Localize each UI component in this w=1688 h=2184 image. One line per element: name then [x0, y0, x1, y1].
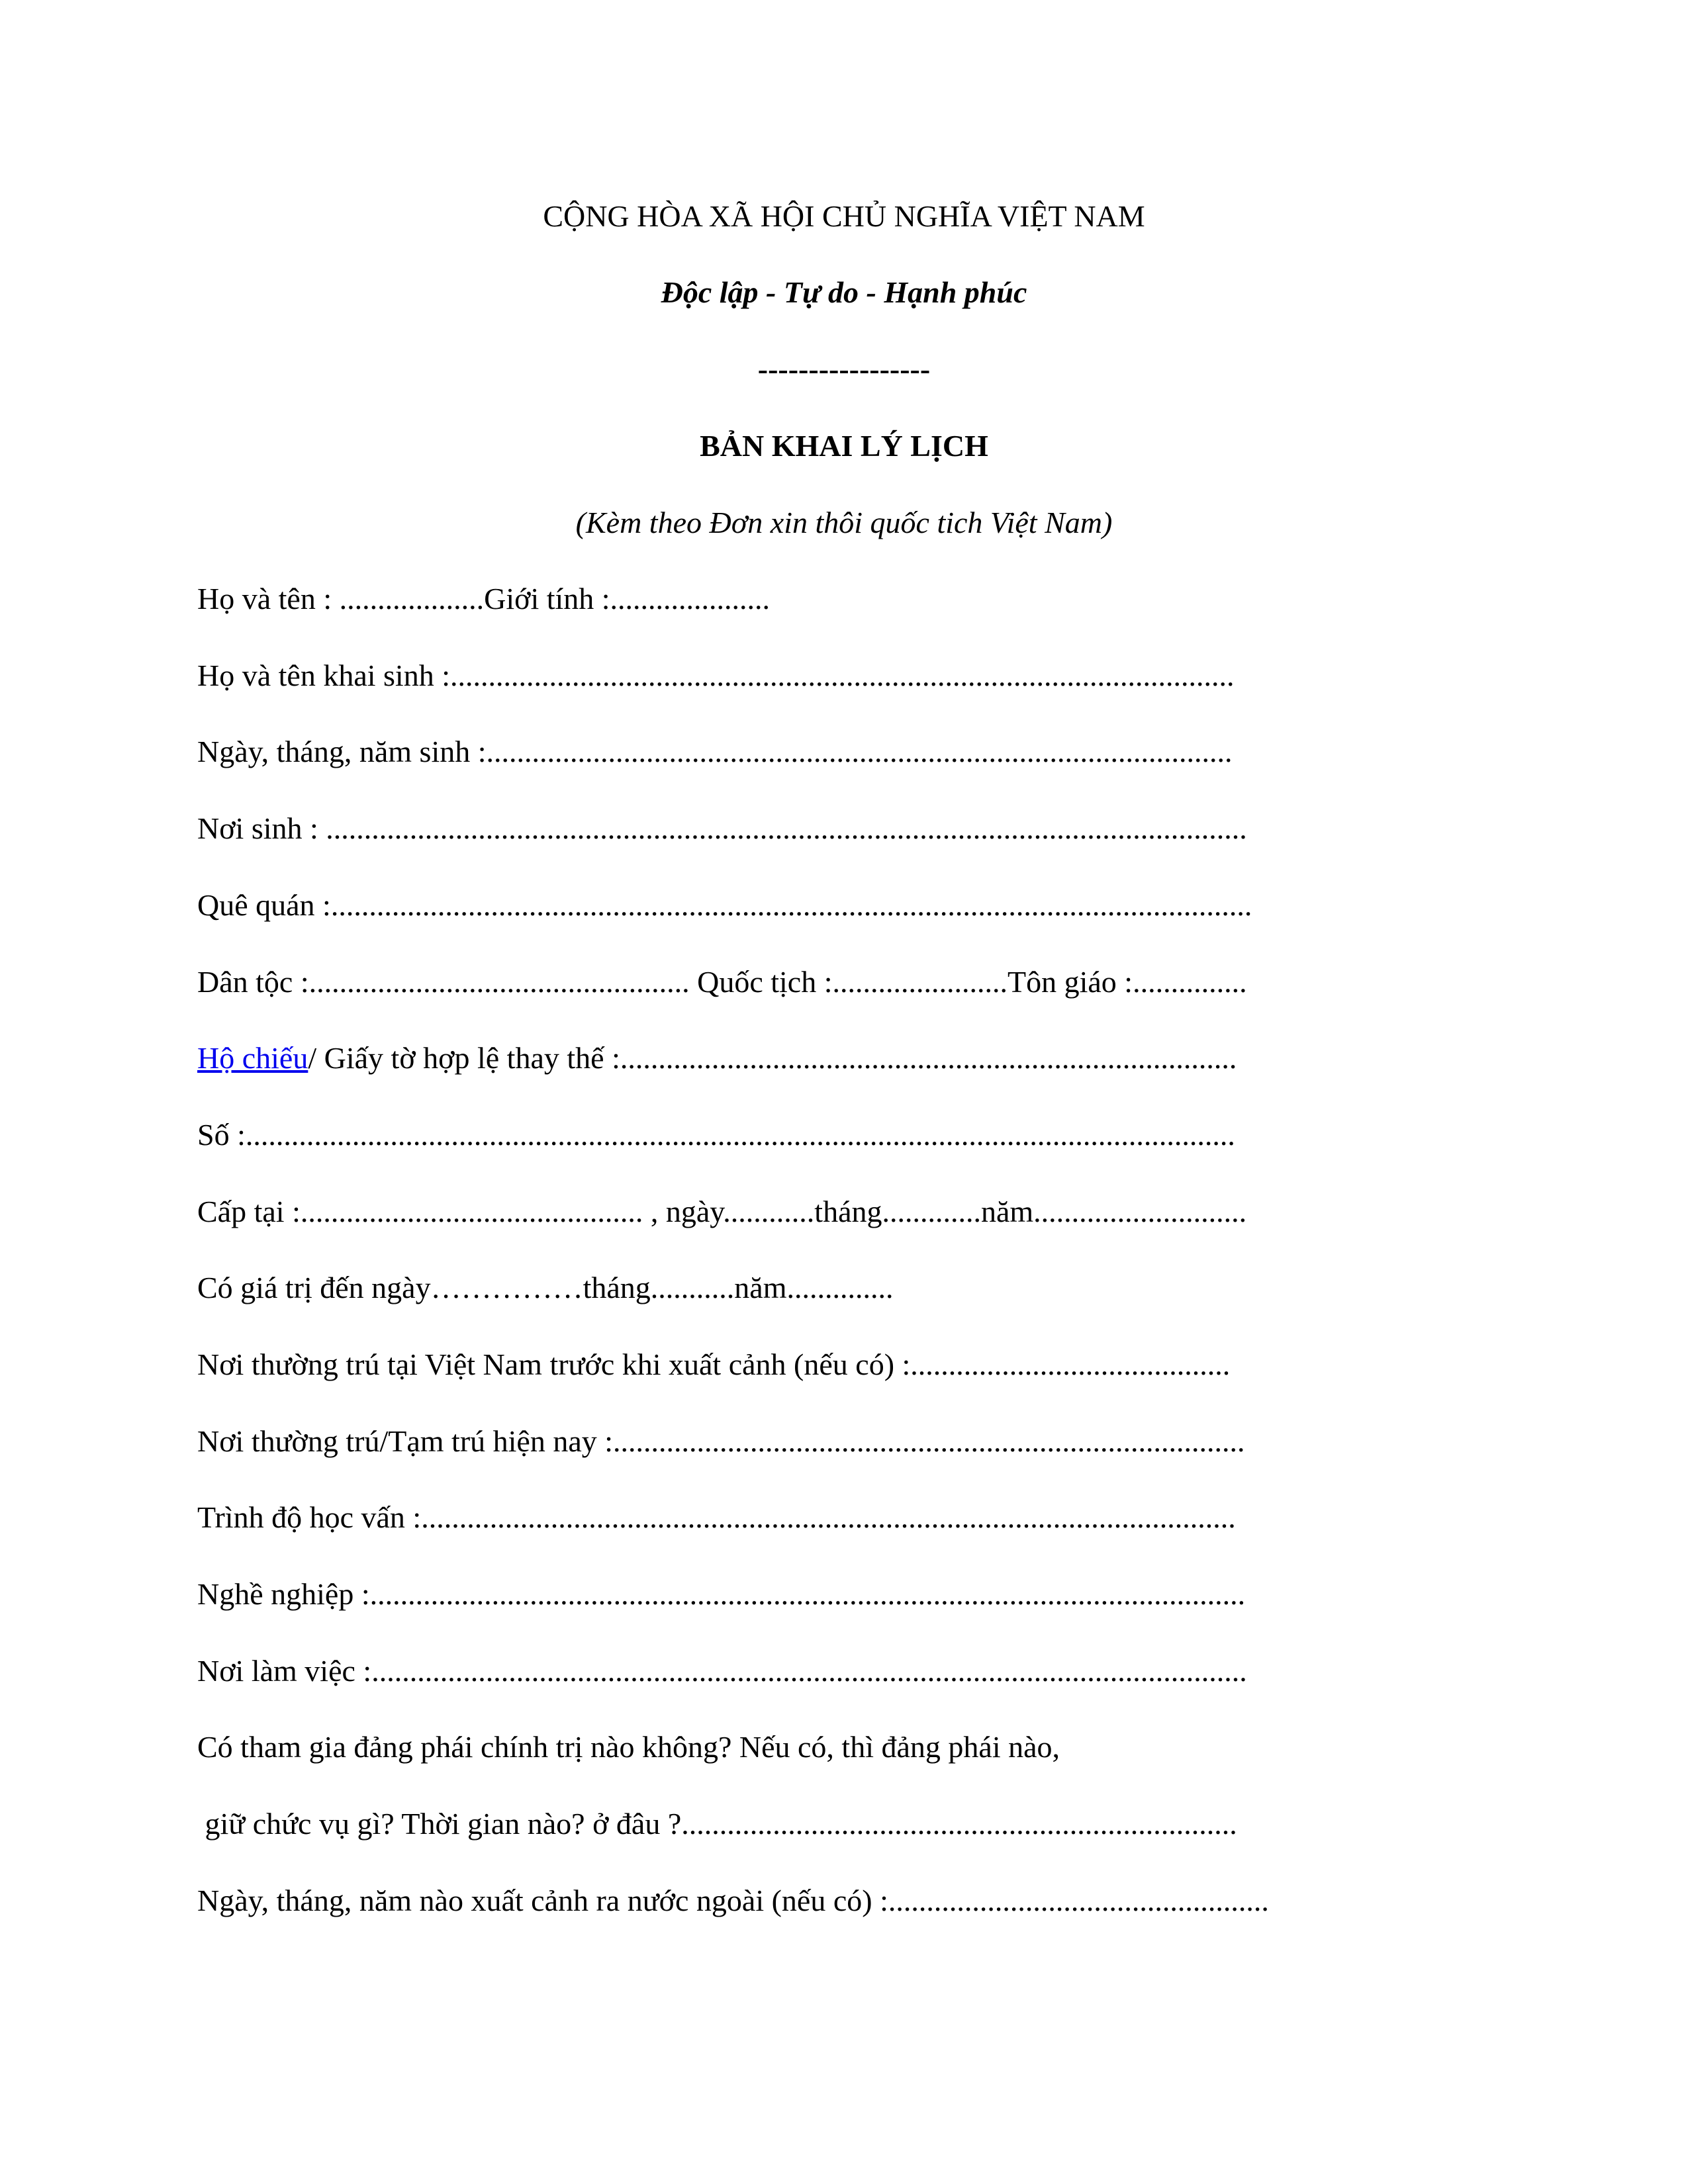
field-occupation: Nghề nghiệp :...................................................................................................................	[197, 1577, 1246, 1611]
passport-field-label: / Giấy tờ hợp lệ thay thế :.................................................................................	[308, 1041, 1237, 1075]
field-document-number: Số :..................................................................................................................................	[197, 1118, 1235, 1152]
field-workplace: Nơi làm việc :...................................................................................................................	[197, 1654, 1247, 1688]
form-subtitle: (Kèm theo Đơn xin thôi quốc tich Việt Nam)	[575, 506, 1113, 539]
field-passport	[197, 1040, 1237, 1077]
field-departure-date: Ngày, tháng, năm nào xuất cảnh ra nước ngoài (nếu có) :..................................................	[197, 1884, 1269, 1917]
field-date-of-birth: Ngày, tháng, năm sinh :..................................................................................................	[197, 735, 1233, 768]
field-education: Trình độ học vấn :...........................................................................................................	[197, 1500, 1236, 1534]
field-previous-residence: Nơi thường trú tại Việt Nam trước khi xuất cảnh (nếu có) :..........................................	[197, 1347, 1231, 1381]
field-place-of-birth: Nơi sinh : .........................................................................................................................	[197, 811, 1247, 845]
field-full-name-gender: Họ và tên : ...................Giới tính :.....................	[197, 582, 771, 615]
field-political-party-q1: Có tham gia đảng phái chính trị nào không? Nếu có, thì đảng phái nào,	[197, 1730, 1060, 1764]
country-heading: CỘNG HÒA XÃ HỘI CHỦ NGHĨA VIỆT NAM	[543, 199, 1145, 233]
motto: Độc lập - Tự do - Hạnh phúc	[661, 275, 1027, 309]
field-hometown: Quê quán :.........................................................................................................................	[197, 888, 1252, 922]
passport-link[interactable]: Hộ chiếu	[197, 1041, 308, 1075]
field-valid-until: Có giá trị đến ngày……………tháng...........năm..............	[197, 1271, 894, 1304]
field-current-residence: Nơi thường trú/Tạm trú hiện nay :...................................................................................	[197, 1424, 1245, 1458]
separator: -----------------	[757, 352, 931, 386]
field-political-party-q2: giữ chức vụ gì? Thời gian nào? ở đâu ?.........................................................................	[197, 1807, 1237, 1841]
field-ethnicity-nationality-religion: Dân tộc :.................................................. Quốc tịch :.......................Tôn giáo :...............	[197, 965, 1247, 999]
field-issued-at: Cấp tại :............................................. , ngày............tháng.............năm............................	[197, 1195, 1247, 1228]
field-birth-name: Họ và tên khai sinh :.......................................................................................................	[197, 659, 1235, 692]
form-title: BẢN KHAI LÝ LỊCH	[700, 429, 988, 463]
